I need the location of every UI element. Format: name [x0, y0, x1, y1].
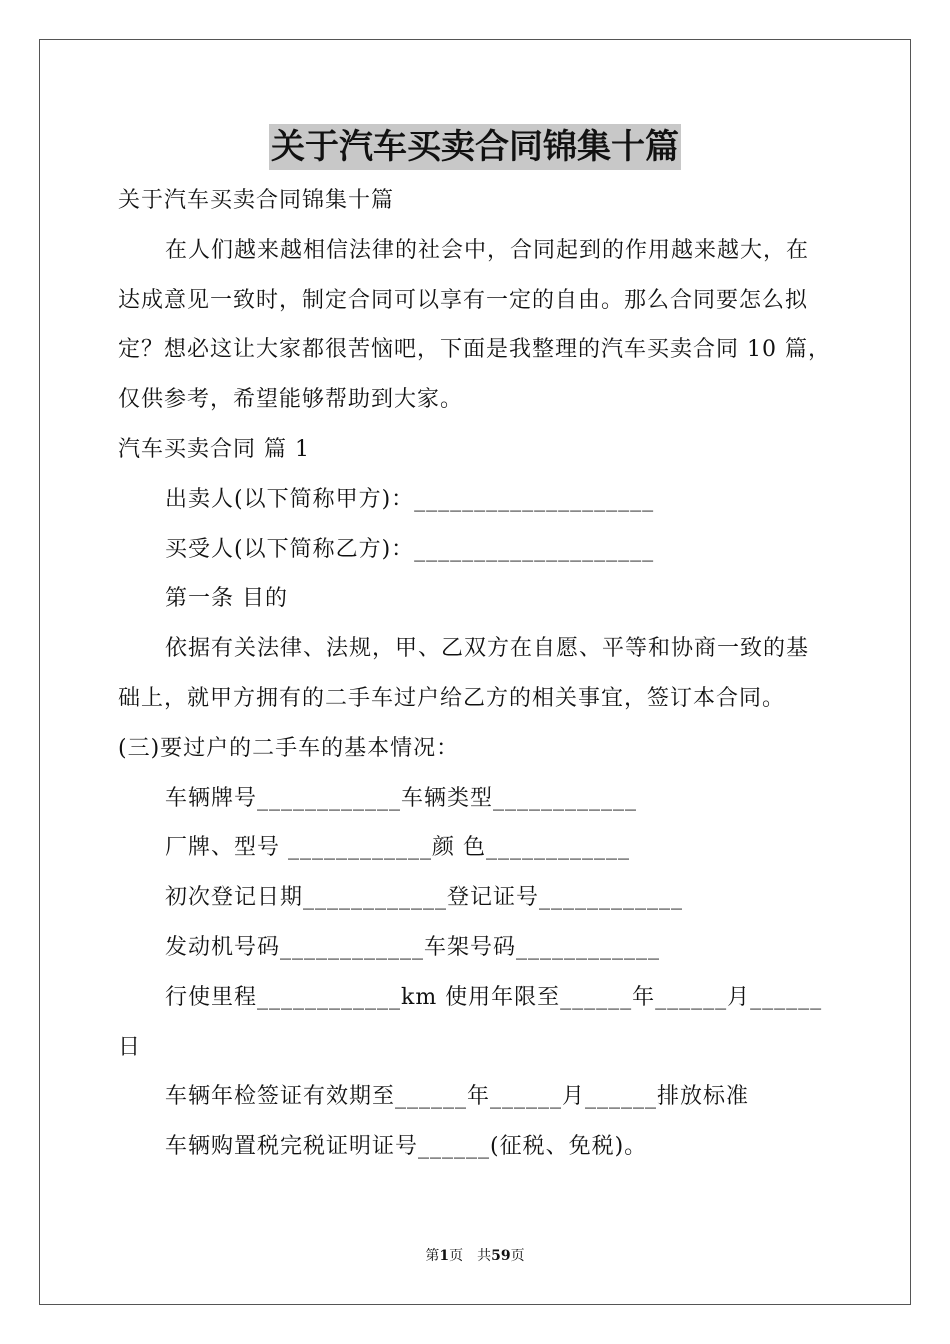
paragraph-line: 仅供参考，希望能够帮助到大家。 — [118, 387, 464, 413]
vehicle-field-line: 车辆牌号____________车辆类型____________ — [165, 785, 638, 811]
footer-page-prefix: 第 — [425, 1248, 440, 1264]
article-heading: 第一条 目的 — [165, 586, 288, 612]
vehicle-field-line: 厂牌、型号 ____________颜 色____________ — [165, 835, 630, 861]
document-body — [118, 176, 838, 1172]
footer-total-suffix: 页 — [510, 1248, 525, 1264]
vehicle-field-line: 车辆购置税完税证明证号______(征税、免税)。 — [165, 1134, 648, 1160]
footer-total-number: 59 — [491, 1248, 511, 1264]
buyer-field: 买受人(以下简称乙方)：____________________ — [165, 536, 655, 562]
footer-total-prefix: 共 — [477, 1248, 492, 1264]
vehicle-field-line: 车辆年检签证有效期至______年______月______排放标准 — [165, 1084, 750, 1110]
paragraph-line: 在人们越来越相信法律的社会中，合同起到的作用越来越大，在 — [165, 237, 810, 263]
vehicle-field-line: 发动机号码____________车架号码____________ — [165, 934, 661, 960]
page-footer — [0, 1246, 950, 1266]
document-title-wrap — [0, 124, 950, 170]
section-heading: 汽车买卖合同 篇 1 — [118, 436, 310, 462]
subsection-heading: (三)要过户的二手车的基本情况： — [118, 735, 460, 761]
vehicle-field-line: 日 — [118, 1034, 142, 1060]
seller-field: 出卖人(以下简称甲方)：____________________ — [165, 486, 655, 512]
vehicle-field-line: 行使里程____________km 使用年限至______年______月______ — [165, 984, 823, 1010]
paragraph-line: 定？想必这让大家都很苦恼吧，下面是我整理的汽车买卖合同 10 篇， — [118, 337, 831, 363]
paragraph-line: 达成意见一致时，制定合同可以享有一定的自由。那么合同要怎么拟 — [118, 287, 809, 313]
footer-page-number: 1 — [439, 1248, 450, 1264]
vehicle-field-line: 初次登记日期____________登记证号____________ — [165, 885, 684, 911]
paragraph-line: 础上，就甲方拥有的二手车过户给乙方的相关事宜，签订本合同。 — [118, 685, 786, 711]
paragraph-line: 依据有关法律、法规，甲、乙双方在自愿、平等和协商一致的基 — [165, 636, 810, 662]
document-title: 关于汽车买卖合同锦集十篇 — [269, 124, 681, 170]
footer-page-suffix: 页 — [449, 1248, 464, 1264]
subtitle-line: 关于汽车买卖合同锦集十篇 — [118, 188, 395, 213]
